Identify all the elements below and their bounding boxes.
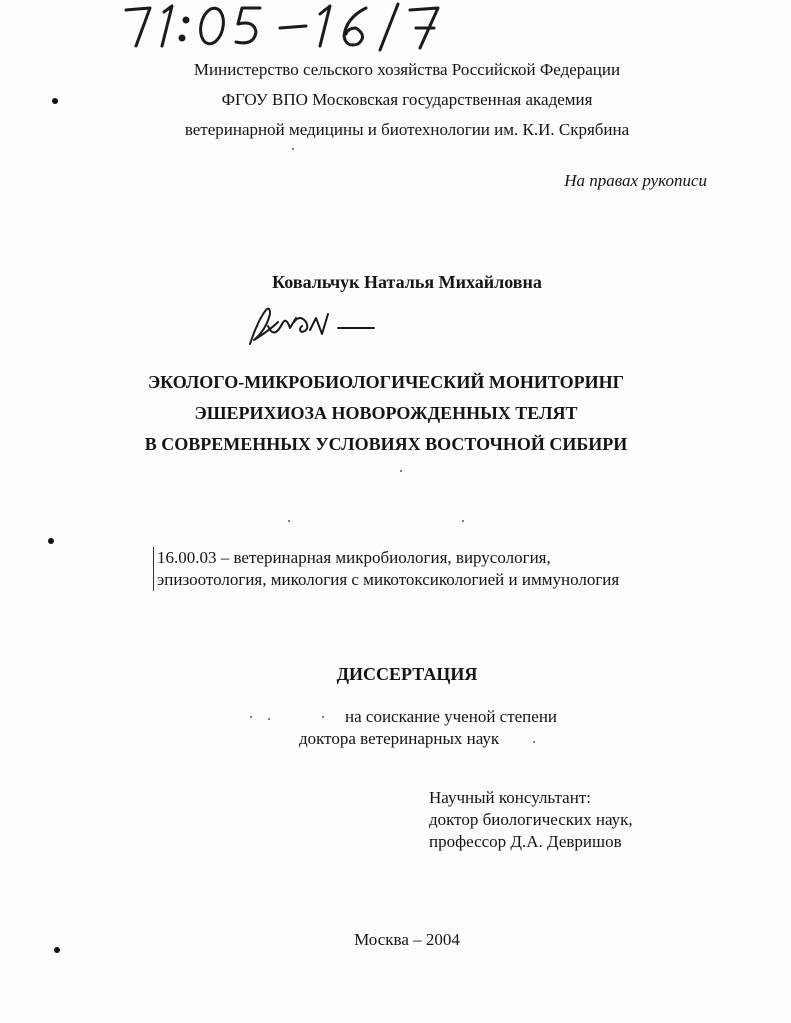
consultant-degree: доктор биологических наук, (429, 810, 633, 829)
scan-speck (268, 718, 270, 720)
scan-speck (462, 520, 464, 522)
title-line-2: ЭШЕРИХИОЗА НОВОРОЖДЕННЫХ ТЕЛЯТ (194, 403, 578, 423)
handwritten-archive-code (120, 0, 450, 52)
scan-speck (292, 148, 294, 150)
scan-speck (533, 741, 535, 743)
degree-line-1: на соискание ученой степени (345, 707, 558, 726)
specialty-code (153, 547, 619, 591)
document-type: ДИССЕРТАЦИЯ (336, 664, 478, 684)
degree-line-2: доктора ветеринарных наук (299, 729, 500, 748)
title-line-3: В СОВРЕМЕННЫХ УСЛОВИЯХ ВОСТОЧНОЙ СИБИРИ (144, 434, 628, 454)
scan-speck (322, 716, 324, 718)
city-year: Москва – 2004 (354, 930, 460, 949)
specialty-line-1: 16.00.03 – ветеринарная микробиология, вирусология, (157, 548, 551, 567)
academy-name-line-2: ветеринарной медицины и биотехнологии им. К.И. Скрябина (184, 120, 630, 139)
academy-name-line-1: ФГОУ ВПО Московская государственная академия (221, 90, 593, 109)
scientific-consultant (429, 787, 633, 853)
author-signature (240, 300, 380, 350)
scan-speck (400, 470, 402, 472)
specialty-line-2: эпизоотология, микология с микотоксикологией и иммунология (157, 570, 620, 589)
ministry-name: Министерство сельского хозяйства Российской Федерации (193, 60, 621, 79)
scan-mark (54, 947, 60, 953)
author-name: Ковальчук Наталья Михайловна (272, 272, 542, 292)
title-line-1: ЭКОЛОГО-МИКРОБИОЛОГИЧЕСКИЙ МОНИТОРИНГ (147, 372, 625, 392)
scan-mark (48, 538, 54, 544)
consultant-label: Научный консультант: (429, 788, 591, 807)
scan-speck (288, 520, 290, 522)
rights-note: На правах рукописи (564, 171, 707, 190)
scan-mark (52, 98, 58, 104)
consultant-name: профессор Д.А. Девришов (429, 832, 622, 851)
scan-speck (250, 716, 252, 718)
